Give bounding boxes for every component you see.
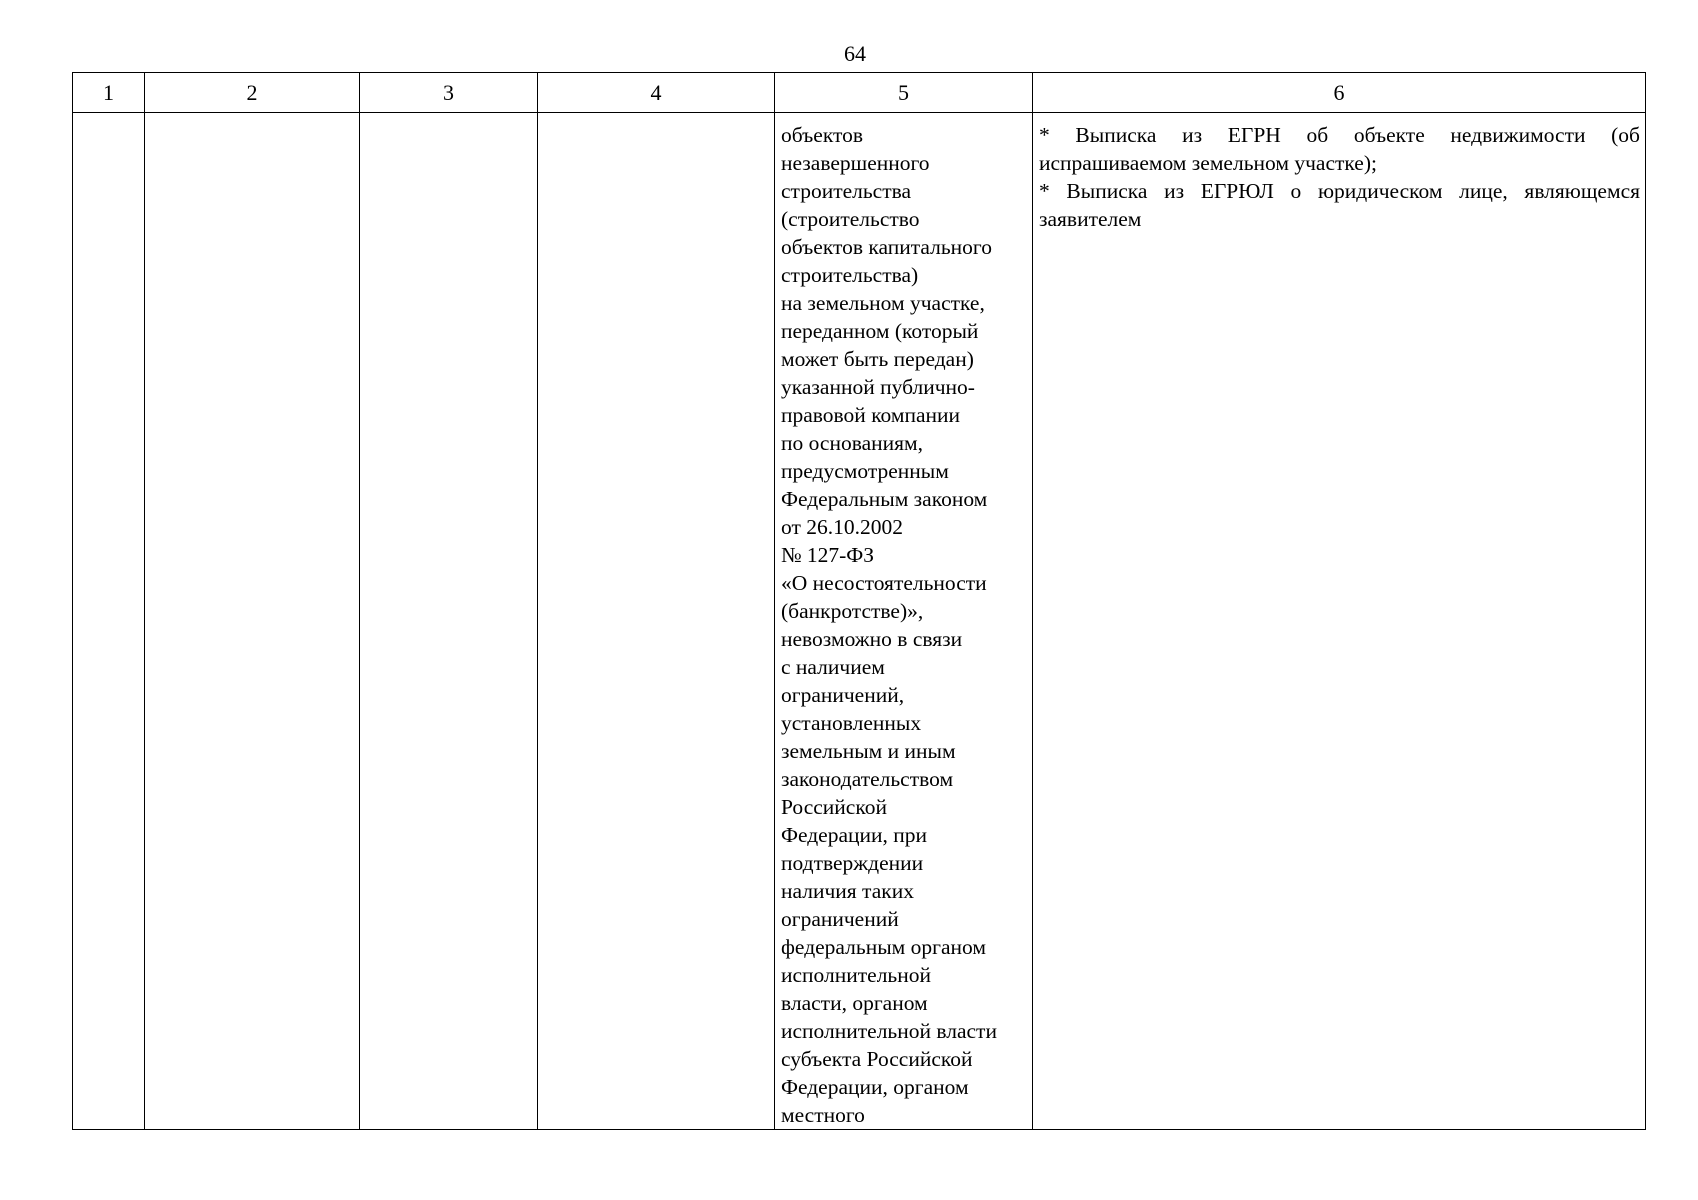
col5-line: власти, органом (781, 991, 928, 1015)
col5-line: от 26.10.2002 (781, 515, 903, 539)
cell-col4 (538, 113, 775, 1130)
col5-line: федеральным органом (781, 935, 986, 959)
col5-line: объектов (781, 123, 863, 147)
cell-col1 (73, 113, 145, 1130)
col5-line: на земельном участке, (781, 291, 985, 315)
col5-line: местного (781, 1103, 865, 1127)
col5-line: Российской (781, 795, 887, 819)
col5-line: ограничений (781, 907, 899, 931)
cell-col2 (145, 113, 360, 1130)
col5-line: исполнительной (781, 963, 931, 987)
col5-line: по основаниям, (781, 431, 924, 455)
col5-line: установленных (781, 711, 922, 735)
col5-line: правовой компании (781, 403, 961, 427)
col5-line: Федеральным законом (781, 487, 988, 511)
col5-line: невозможно в связи (781, 627, 963, 651)
col6-text (1033, 113, 1645, 233)
col5-line: объектов капитального (781, 235, 992, 259)
cell-col3 (360, 113, 538, 1130)
col5-line: (строительство (781, 207, 920, 231)
col5-line: «О несостоятельности (781, 571, 987, 595)
col5-line: подтверждении (781, 851, 924, 875)
header-row (73, 73, 1646, 113)
col5-line: наличия таких (781, 879, 914, 903)
col5-line: незавершенного (781, 151, 930, 175)
column-header-5: 5 (775, 73, 1033, 113)
col5-line: строительства) (781, 263, 919, 287)
column-header-1: 1 (73, 73, 145, 113)
col6-item: * Выписка из ЕГРН об объекте недвижимости (об испрашиваемом земельном участке); (1039, 123, 1640, 175)
col5-line: № 127-ФЗ (781, 543, 875, 567)
col5-line: ограничений, (781, 683, 905, 707)
column-header-2: 2 (145, 73, 360, 113)
col5-line: может быть передан) (781, 347, 974, 371)
page-number: 64 (844, 41, 866, 66)
col5-line: (банкротстве)», (781, 599, 924, 623)
col5-line: переданном (который (781, 319, 979, 343)
col5-line: предусмотренным (781, 459, 949, 483)
col5-text (775, 113, 1032, 1129)
document-table (72, 72, 1646, 1130)
cell-col5 (775, 113, 1033, 1130)
column-header-6: 6 (1033, 73, 1646, 113)
col5-line: Федерации, при (781, 823, 928, 847)
table-row (73, 113, 1646, 1130)
cell-col6 (1033, 113, 1646, 1130)
col5-line: законодательством (781, 767, 954, 791)
col5-line: Федерации, органом (781, 1075, 969, 1099)
column-header-3: 3 (360, 73, 538, 113)
col5-line: строительства (781, 179, 912, 203)
col6-item: * Выписка из ЕГРЮЛ о юридическом лице, являющемся заявителем (1039, 179, 1640, 231)
col5-line: указанной публично- (781, 375, 975, 399)
col5-line: с наличием (781, 655, 885, 679)
column-header-4: 4 (538, 73, 775, 113)
col5-line: субъекта Российской (781, 1047, 973, 1071)
col5-line: земельным и иным (781, 739, 956, 763)
col5-line: исполнительной власти (781, 1019, 997, 1043)
